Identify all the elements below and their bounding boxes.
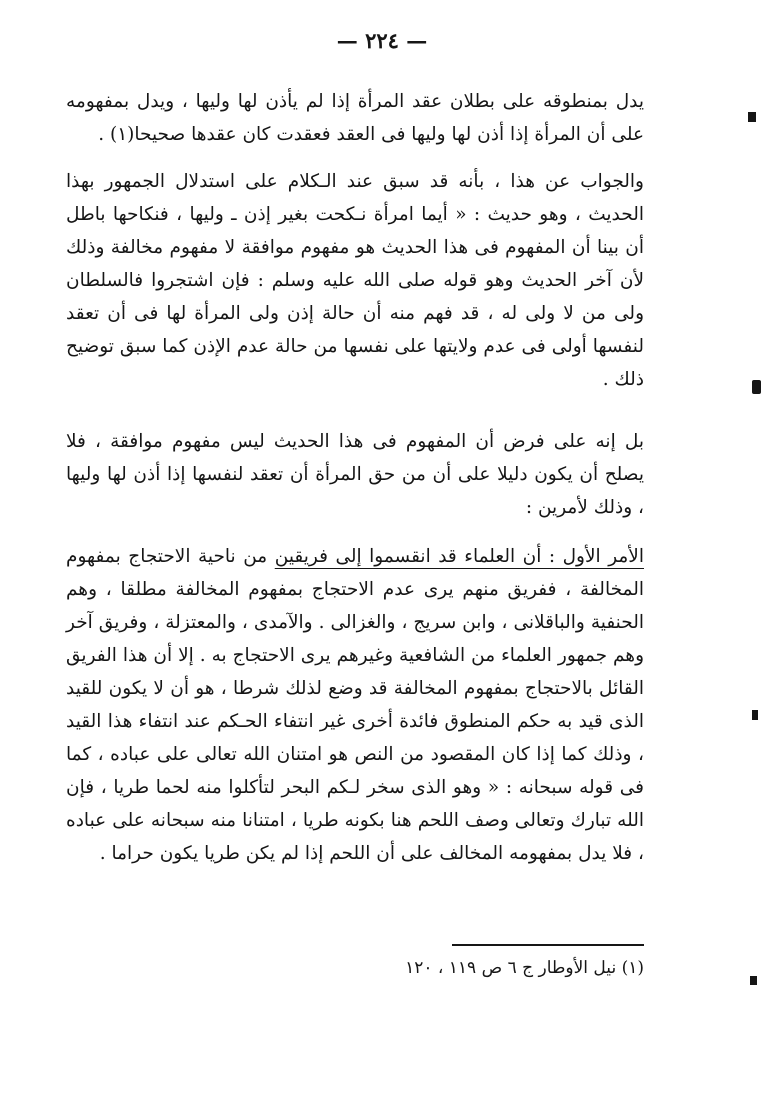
paragraph-response [66, 165, 644, 396]
scan-edge-mark [750, 976, 757, 985]
paragraph-text: بل إنه على فرض أن المفهوم فى هذا الحديث ليس مفهوم موافقة ، فلا يصلح أن يكون دليلا على أن من حق المرأة أن تعقد لنفسها إذا أذن لها وليها ، وذلك لأمرين : [66, 431, 644, 518]
paragraph-text: من ناحية الاحتجاج بمفهوم المخالفة ، ففريق منهم يرى عدم الاحتجاج بمفهوم المخالفة مطلقا ، وهم الحنفية والباقلانى ، وابن سريج ، والغزالى . والآمدى ، والمعتزلة ، وفريق آخر وهم جمهور العلماء من الشافعية وغيرهم يرى الاحتجاج به . إلا أن هذا الفريق القائل بالاحتجاج بمفهوم المخالفة قد وضع لذلك شرطا ، هو أن لا يكون للقيد الذى قيد به حكم المنطوق فائدة أخرى غير انتفاء الحـكم عند انتفاء هذا القيد ، وذلك كما إذا كان المقصود من النص هو امتنان الله تعالى على عباده ، كما فى قوله سبحانه : « وهو الذى سخر لـكم البحر لتأكلوا منه لحما طريا ، فإن الله تبارك وتعالى وصف اللحم هنا بكونه طريا ، امتنانا منه سبحانه على عباده ، فلا يدل بمفهومه المخالف على أن اللحم إذا لم يكن طريا يكون حراما . [66, 546, 644, 864]
scan-edge-mark [752, 380, 761, 394]
footnote-divider [452, 944, 644, 946]
paragraph-first-reason [66, 540, 644, 870]
paragraph-hadith-implication [66, 85, 644, 151]
paragraph-text: والجواب عن هذا ، بأنه قد سبق عند الـكلام على استدلال الجمهور بهذا الحديث ، وهو حديث : « أيما امرأة نـكحت بغير إذن ـ وليها ، فنكاحها باطل أن بينا أن المفهوم فى هذا الحديث هو مفهوم موافقة لا مفهوم مخالفة وذلك لأن آخر الحديث وهو قوله صلى الله عليه وسلم : فإن اشتجروا فالسلطان ولى من لا ولى له ، قد فهم منه أن حالة إذن ولى المرأة لها فى أن تعقد لنفسها أولى فى عدم ولايتها على نفسها من حالة عدم الإذن كما سبق توضيح ذلك . [66, 171, 644, 390]
page-number: — ٢٢٤ — [336, 28, 428, 53]
footnote: (١) نيل الأوطار ج ٦ ص ١١٩ ، ١٢٠ [405, 958, 644, 978]
first-reason-heading: الأمر الأول : أن العلماء قد انقسموا إلى فريقين [274, 546, 644, 567]
paragraph-text: يدل بمنطوقه على بطلان عقد المرأة إذا لم يأذن لها وليها ، ويدل بمفهومه على أن المرأة إذا أذن لها وليها فى العقد فعقدت كان عقدها صحيحا(١) . [66, 91, 644, 145]
paragraph-two-reasons [66, 425, 644, 524]
scan-edge-mark [748, 112, 756, 122]
scan-edge-mark [752, 710, 758, 720]
